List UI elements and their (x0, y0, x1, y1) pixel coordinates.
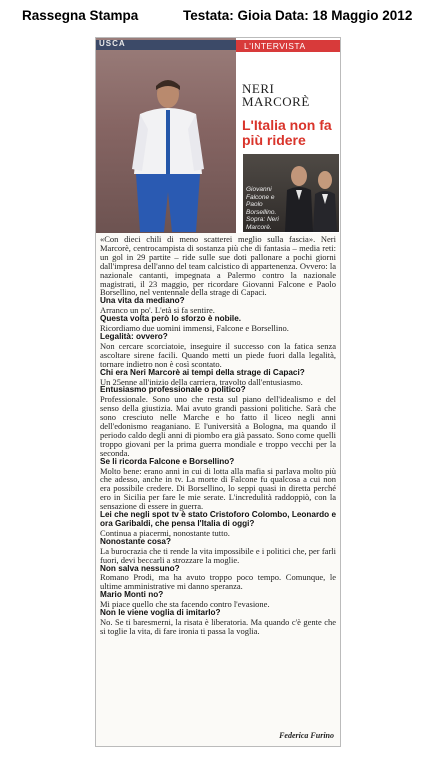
interviewee-name (242, 82, 310, 108)
interview-answer: Un 25enne all'inizio della carriera, travolto dall'entusiasmo. (100, 376, 303, 387)
interview-question: Chi era Neri Marcorè ai tempi della strage di Capaci? (100, 367, 305, 377)
interview-question: Lei che negli spot tv è stato Cristoforo Colombo, Leonardo e ora Garibaldi, che pensa l'Italia di oggi? (100, 510, 336, 528)
name-line-1: NERI (242, 81, 275, 96)
interview-answer: Romano Prodi, ma ha avuto troppo poco tempo. Comunque, le ultime amministrative mi danno speranza. (100, 572, 336, 592)
article-body (100, 235, 336, 636)
press-review-label: Rassegna Stampa (22, 8, 139, 23)
interview-question: Nonostante cosa? (100, 536, 171, 546)
interview-answer: Ricordiamo due uomini immensi, Falcone e Borsellino. (100, 323, 289, 334)
section-tag (236, 40, 340, 52)
interview-answer: Mi piace quello che sta facendo contro l'evasione. (100, 599, 270, 610)
article-clipping (95, 37, 341, 747)
interview-answer: Professionale. Sono uno che resta sul piano dell'idealismo e del senso della giustizia. Mai avuto grandi passioni politiche. Sarà che sono cresciuto nelle Marche e ho fatto il liceo negli anni dell'edonismo reaganiano. E l'università a Bologna, ma quando il periodo caldo degli anni di piombo era già passato. Sono come quelli troppo giovani per la prima guerra mondiale e troppo vecchi per la seconda. (100, 394, 336, 458)
interview-question: Se li ricorda Falcone e Borsellino? (100, 456, 235, 466)
interview-answer: No. Se ti baresmerni, la risata è liberatoria. Ma quando c'è gente che si toglie la vita, di fare ironia ti passa la voglia. (100, 616, 336, 636)
interview-question: Non salva nessuno? (100, 563, 180, 573)
section-label: L'INTERVISTA (244, 41, 306, 51)
press-header (0, 6, 446, 26)
interview-answer: La burocrazia che ti rende la vita impossibile e i politici che, per farli fuori, devi beccarli a strozzare la moglie. (100, 545, 336, 565)
interview-question: Legalità: ovvero? (100, 331, 168, 341)
main-photo (96, 38, 236, 233)
author-signature: Federica Furino (279, 731, 334, 740)
banner-text: USCA (99, 39, 126, 48)
interview-question: Questa volta però lo sforzo è nobile. (100, 314, 242, 324)
interview-question: Mario Monti no? (100, 590, 164, 600)
name-line-2: MARCORÈ (242, 94, 310, 109)
interview-answer: Continua a piacermi, nonostante tutto. (100, 527, 230, 538)
interview-answer: Arranco un po'. L'età si fa sentire. (100, 305, 215, 316)
publication-date-label: Testata: Gioia Data: 18 Maggio 2012 (183, 8, 413, 23)
inset-caption: Giovanni Falcone e Paolo Borsellino. Sopra: Neri Marcorè. (246, 186, 279, 231)
interview-answer: Molto bene: erano anni in cui di lotta alla mafia si parlava molto più che adesso, anche in tv. La morte di Falcone fu qualcosa a cui non era possibile credere. Di Borsellino, lo seppi quasi in diretta perché ero in Sicilia per fare le mie serate. L'incredulità raddoppiò, con la sensazione di essere in guerra. (100, 465, 336, 512)
interview-answer: Non cercare scorciatoie, inseguire il successo con la fatica senza ascoltare sirene facili. Quando metti un piede fuori dalla legalità, tornare indietro non è così scontato. (100, 340, 336, 369)
inset-photo (242, 153, 340, 233)
interview-question: Non le viene voglia di imitarlo? (100, 608, 221, 618)
article-title: L'Italia non fa più ridere (242, 117, 332, 148)
article-intro: «Con dieci chili di meno scatterei meglio sulla fascia». Neri Marcorè, centrocampista di sostanza più che di fantasia – media reti: un gol in 29 partite – ride sulle sue doti pallonare a pochi giorni dall'impresa dell'anno del team calcistico di appartenenza. Ovvero: la nazionale cantanti, impegnata a Palermo contro la nazionale magistrati, il 23 maggio, per ricordare Giovanni Falcone e Paolo Borsellino, nel ventennale della strage di Capaci. (100, 234, 336, 298)
player-figure (122, 74, 214, 232)
interview-question: Entusiasmo professionale o politico? (100, 385, 246, 395)
interview-question: Una vita da mediano? (100, 296, 185, 306)
